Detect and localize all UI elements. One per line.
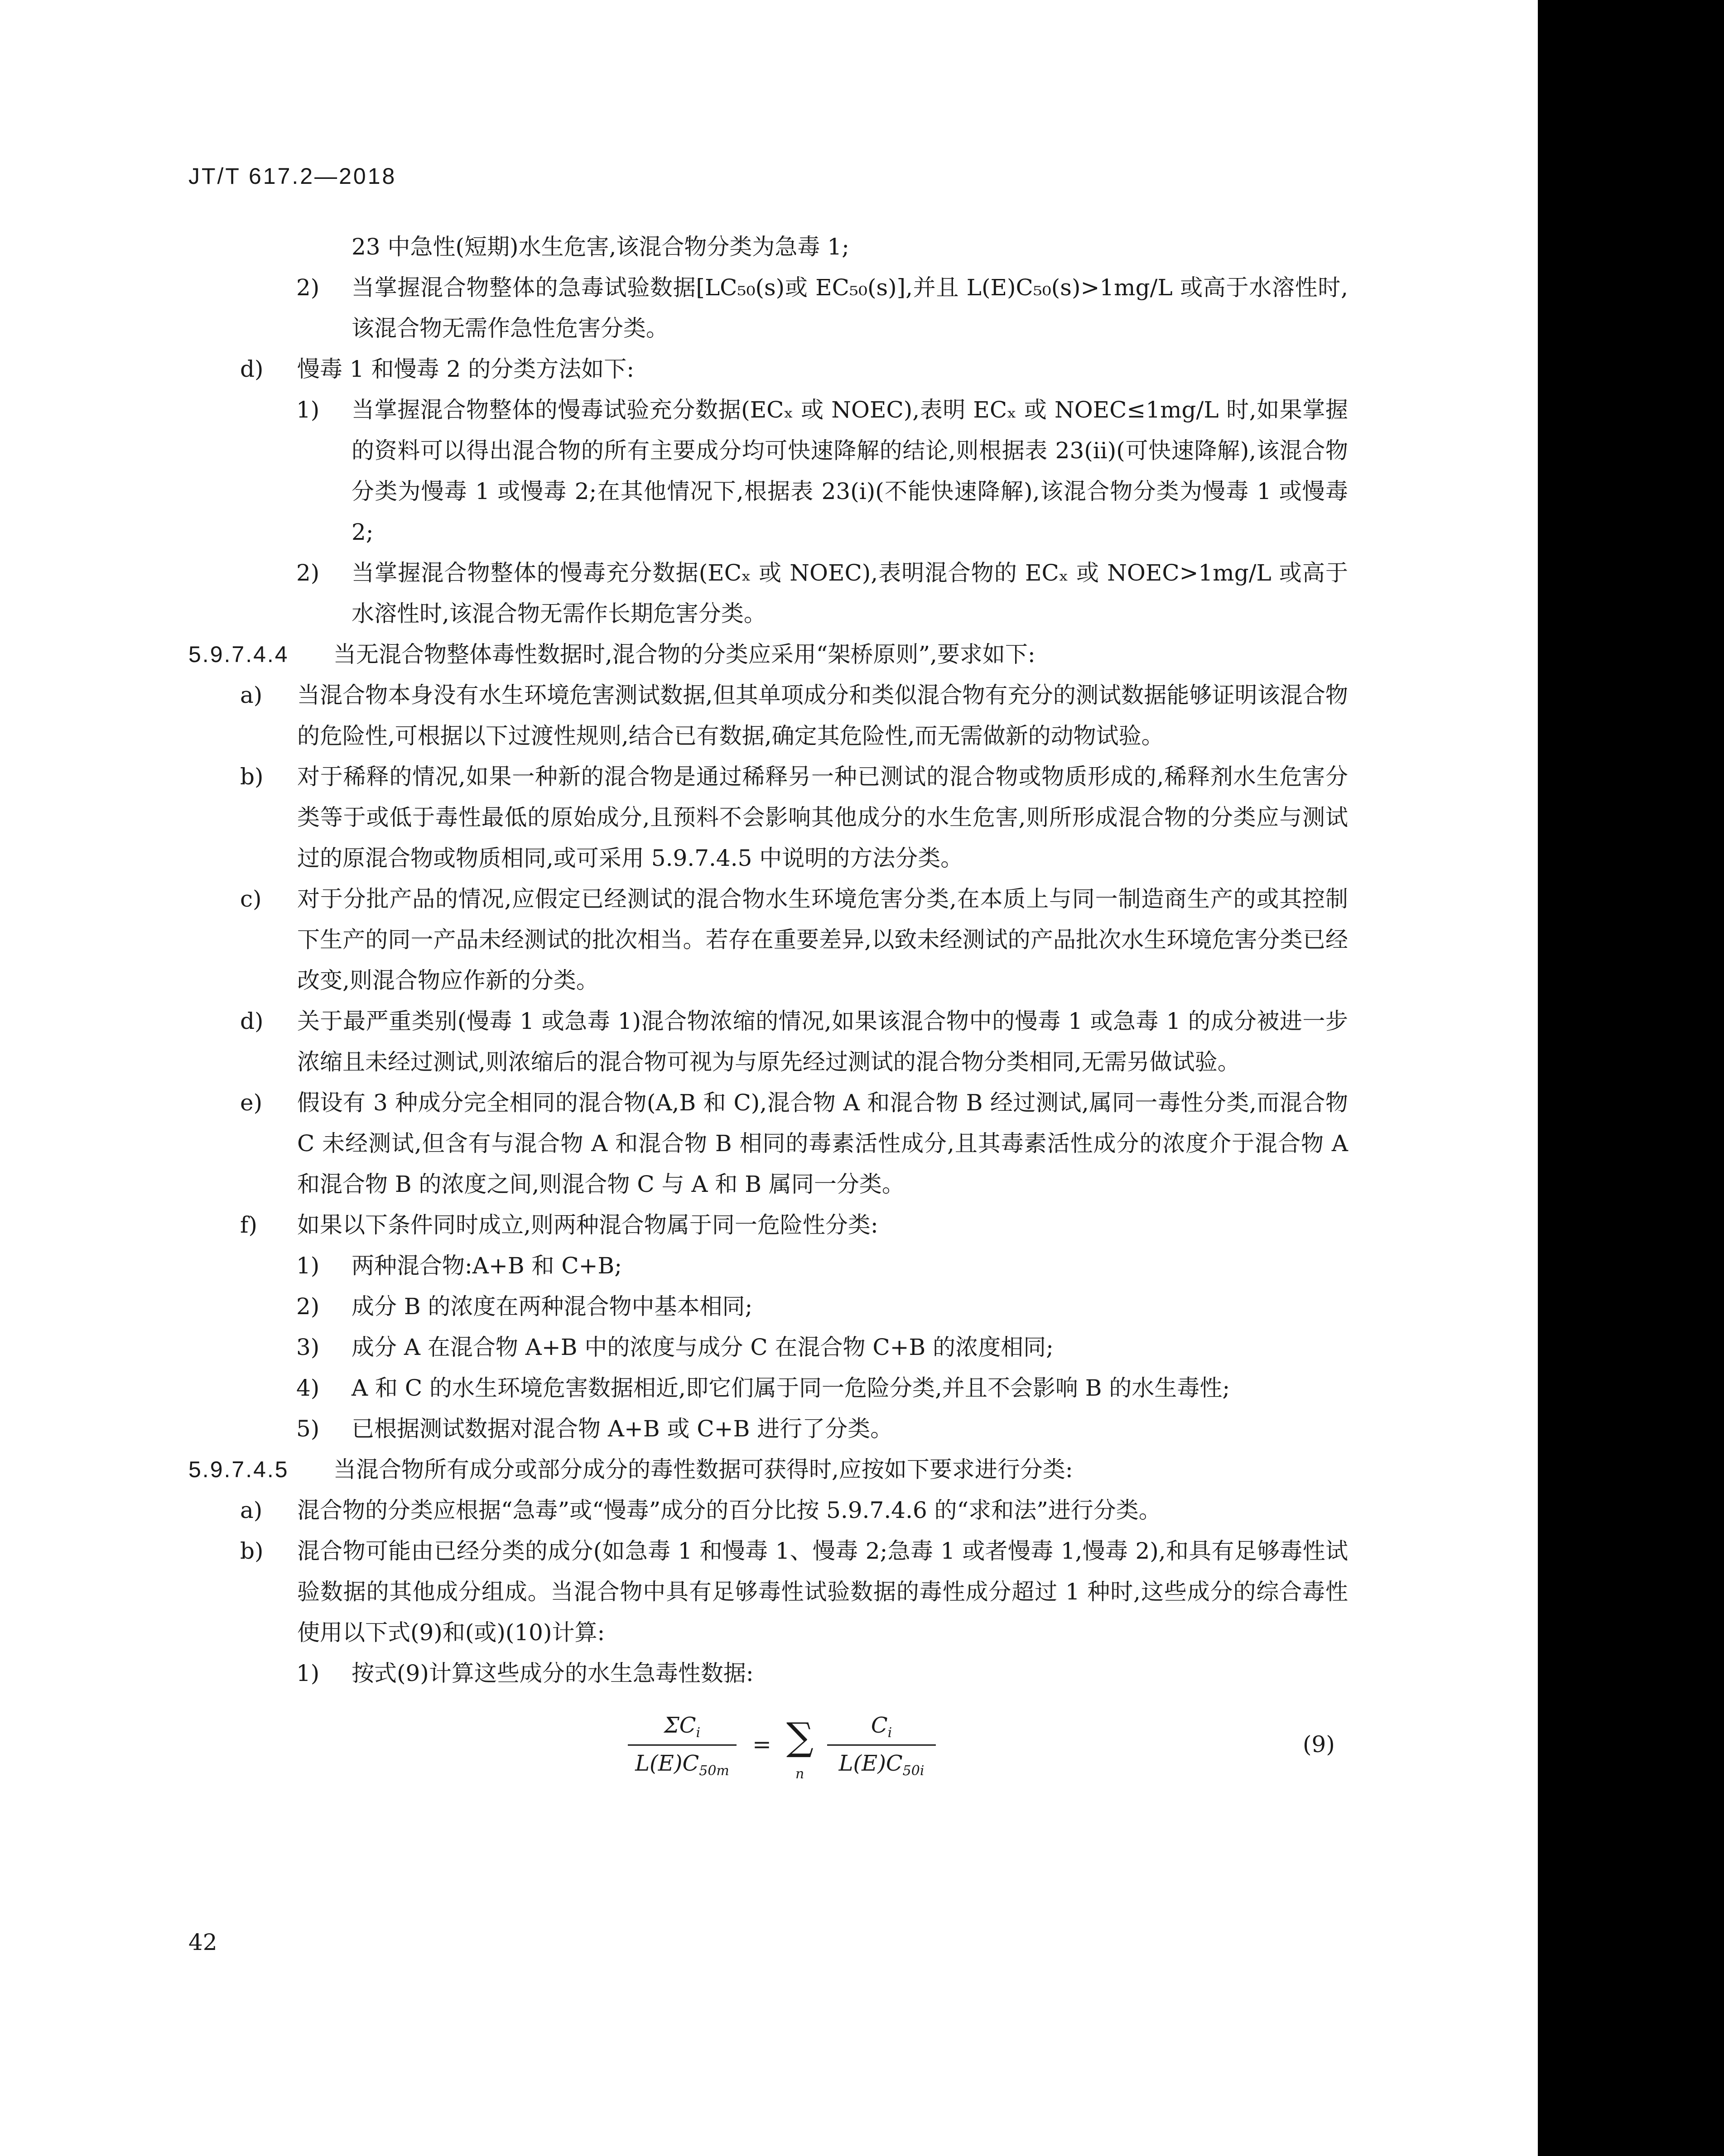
formula-number: (9) bbox=[1303, 1731, 1335, 1757]
list-item bbox=[188, 1531, 1348, 1653]
item-number: 3) bbox=[296, 1334, 320, 1360]
section-number: 5.9.7.4.5 bbox=[188, 1457, 289, 1482]
item-text: 成分 A 在混合物 A+B 中的浓度与成分 C 在混合物 C+B 的浓度相同; bbox=[352, 1334, 1054, 1360]
list-item bbox=[188, 1001, 1348, 1082]
item-number: 5) bbox=[296, 1416, 320, 1442]
list-item bbox=[188, 349, 1348, 389]
item-text: 当掌握混合物整体的慢毒试验充分数据(ECₓ 或 NOEC),表明 ECₓ 或 NOEC≤1mg/L 时,如果掌握的资料可以得出混合物的所有主要成分均可快速降解的结论,则根据表 23(ii)(可快速降解),该混合物分类为慢毒 1 或慢毒 2;在其他情况下,根据表 23(i)(不能快速降解),该混合物分类为慢毒 1 或慢毒 2; bbox=[352, 397, 1348, 545]
item-number: 1) bbox=[296, 1253, 320, 1279]
list-item bbox=[188, 267, 1348, 349]
section-text: 当无混合物整体毒性数据时,混合物的分类应采用“架桥原则”,要求如下: bbox=[333, 641, 1035, 667]
item-text: 混合物的分类应根据“急毒”或“慢毒”成分的百分比按 5.9.7.4.6 的“求和法”进行分类。 bbox=[297, 1497, 1161, 1523]
line-text: 23 中急性(短期)水生危害,该混合物分类为急毒 1; bbox=[352, 234, 849, 260]
sigma-subscript: n bbox=[795, 1766, 804, 1782]
section-text: 当混合物所有成分或部分成分的毒性数据可获得时,应按如下要求进行分类: bbox=[333, 1456, 1073, 1483]
document-body bbox=[188, 226, 1348, 1793]
item-text: 已根据测试数据对混合物 A+B 或 C+B 进行了分类。 bbox=[352, 1416, 893, 1442]
item-text: 对于稀释的情况,如果一种新的混合物是通过稀释另一种已测试的混合物或物质形成的,稀释剂水生危害分类等于或低于毒性最低的原始成分,且预料不会影响其他成分的水生危害,则所形成混合物的分类应与测试过的原混合物或物质相同,或可采用 5.9.7.4.5 中说明的方法分类。 bbox=[297, 763, 1348, 871]
item-text: 如果以下条件同时成立,则两种混合物属于同一危险性分类: bbox=[297, 1212, 878, 1238]
formula-lhs-numerator: $\Sigma C_i$ bbox=[664, 1713, 701, 1741]
item-text: 混合物可能由已经分类的成分(如急毒 1 和慢毒 1、慢毒 2;急毒 1 或者慢毒 1,慢毒 2),和具有足够毒性试验数据的其他成分组成。当混合物中具有足够毒性试验数据的毒性成分超过 1 种时,这些成分的综合毒性使用以下式(9)和(或)(10)计算: bbox=[297, 1538, 1348, 1646]
list-item bbox=[188, 552, 1348, 634]
list-item bbox=[188, 879, 1348, 1001]
item-text: 两种混合物:A+B 和 C+B; bbox=[352, 1253, 622, 1279]
section-clause bbox=[188, 634, 1348, 675]
page-number: 42 bbox=[188, 1929, 217, 1955]
item-number: 2) bbox=[296, 1293, 320, 1320]
list-item bbox=[188, 1286, 1348, 1327]
item-number: d) bbox=[240, 1008, 264, 1034]
item-number: 2) bbox=[296, 274, 320, 301]
item-number: 4) bbox=[296, 1375, 320, 1401]
item-number: a) bbox=[240, 1497, 263, 1523]
list-item bbox=[188, 1082, 1348, 1205]
item-number: 1) bbox=[296, 397, 320, 423]
item-text: 当掌握混合物整体的慢毒充分数据(ECₓ 或 NOEC),表明混合物的 ECₓ 或 NOEC>1mg/L 或高于水溶性时,该混合物无需作长期危害分类。 bbox=[352, 560, 1348, 627]
list-item bbox=[188, 1368, 1348, 1408]
scan-margin-bar bbox=[1538, 0, 1724, 2156]
formula-9 bbox=[188, 1703, 1348, 1793]
item-number: a) bbox=[240, 682, 263, 708]
list-item bbox=[188, 1327, 1348, 1368]
formula-rhs-denominator: $L(E)C_{50i}$ bbox=[838, 1751, 925, 1779]
formula-lhs-denominator: $L(E)C_{50m}$ bbox=[635, 1751, 729, 1779]
item-text: 当掌握混合物整体的急毒试验数据[LC₅₀(s)或 EC₅₀(s)],并且 L(E)C₅₀(s)>1mg/L 或高于水溶性时,该混合物无需作急性危害分类。 bbox=[352, 274, 1348, 341]
item-text: 按式(9)计算这些成分的水生急毒性数据: bbox=[352, 1660, 754, 1686]
fraction-bar bbox=[628, 1744, 737, 1746]
item-number: b) bbox=[240, 1538, 264, 1564]
item-number: 2) bbox=[296, 560, 320, 586]
fraction-bar bbox=[827, 1744, 936, 1746]
item-number: e) bbox=[240, 1090, 263, 1116]
list-item bbox=[188, 1653, 1348, 1694]
item-text: 关于最严重类别(慢毒 1 或急毒 1)混合物浓缩的情况,如果该混合物中的慢毒 1 或急毒 1 的成分被进一步浓缩且未经过测试,则浓缩后的混合物可视为与原先经过测试的混合物分类相同,无需另做试验。 bbox=[297, 1008, 1348, 1075]
formula-summation bbox=[782, 1703, 818, 1793]
item-number: c) bbox=[240, 886, 262, 912]
list-item bbox=[188, 756, 1348, 879]
list-item bbox=[188, 389, 1348, 552]
formula-rhs-numerator: $C_i$ bbox=[871, 1713, 892, 1741]
item-number: b) bbox=[240, 763, 264, 790]
item-text: 慢毒 1 和慢毒 2 的分类方法如下: bbox=[297, 356, 635, 382]
item-number: d) bbox=[240, 356, 264, 382]
list-item bbox=[188, 1490, 1348, 1531]
item-number: 1) bbox=[296, 1660, 320, 1686]
item-text: A 和 C 的水生环境危害数据相近,即它们属于同一危险分类,并且不会影响 B 的水生毒性; bbox=[352, 1375, 1230, 1401]
item-text: 假设有 3 种成分完全相同的混合物(A,B 和 C),混合物 A 和混合物 B 经过测试,属同一毒性分类,而混合物 C 未经测试,但含有与混合物 A 和混合物 B 相同的毒素活性成分,且其毒素活性成分的浓度介于混合物 A 和混合物 B 的浓度之间,则混合物 C 与 A 和 B 属同一分类。 bbox=[297, 1090, 1348, 1197]
text-line bbox=[188, 226, 1348, 267]
item-text: 对于分批产品的情况,应假定已经测试的混合物水生环境危害分类,在本质上与同一制造商生产的或其控制下生产的同一产品未经测试的批次相当。若存在重要差异,以致未经测试的产品批次水生环境危害分类已经改变,则混合物应作新的分类。 bbox=[297, 886, 1348, 994]
sigma-symbol: ∑ bbox=[786, 1714, 814, 1759]
section-clause bbox=[188, 1449, 1348, 1490]
section-number: 5.9.7.4.4 bbox=[188, 642, 289, 667]
formula-rhs-fraction bbox=[823, 1703, 940, 1793]
item-text: 成分 B 的浓度在两种混合物中基本相同; bbox=[352, 1293, 753, 1320]
list-item bbox=[188, 1245, 1348, 1286]
list-item bbox=[188, 1408, 1348, 1449]
formula-equals: = bbox=[752, 1731, 771, 1757]
formula-lhs-fraction bbox=[623, 1703, 741, 1793]
list-item bbox=[188, 675, 1348, 756]
item-text: 当混合物本身没有水生环境危害测试数据,但其单项成分和类似混合物有充分的测试数据能够证明该混合物的危险性,可根据以下过渡性规则,结合已有数据,确定其危险性,而无需做新的动物试验。 bbox=[297, 682, 1348, 749]
item-number: f) bbox=[240, 1212, 258, 1238]
list-item bbox=[188, 1205, 1348, 1245]
standard-code-header: JT/T 617.2—2018 bbox=[188, 163, 397, 189]
